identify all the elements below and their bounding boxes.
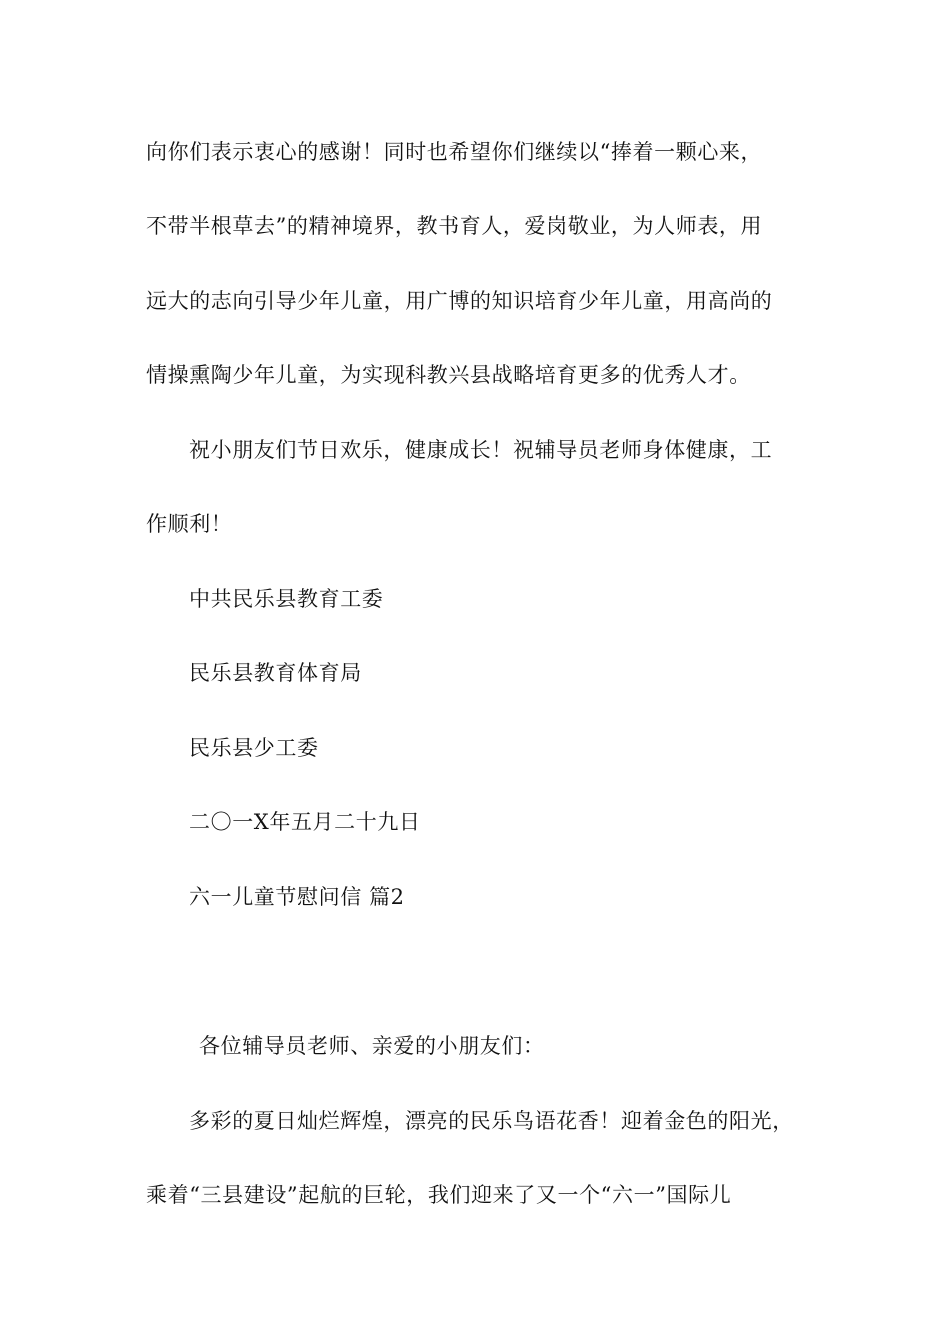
section-heading: 六一儿童节慰问信 篇2 — [189, 885, 405, 909]
signature-org-1: 中共民乐县教育工委 — [189, 587, 384, 611]
signature-date: 二〇一X年五月二十九日 — [189, 810, 421, 834]
signature-org-2: 民乐县教育体育局 — [189, 661, 362, 685]
text-line-8: 乘着“三县建设”起航的巨轮，我们迎来了又一个“六一”国际儿 — [146, 1183, 732, 1207]
text-line-5: 祝小朋友们节日欢乐，健康成长！祝辅导员老师身体健康，工 — [189, 438, 773, 462]
text-line-7: 多彩的夏日灿烂辉煌，漂亮的民乐鸟语花香！迎着金色的阳光， — [189, 1109, 794, 1133]
signature-org-3: 民乐县少工委 — [189, 736, 319, 760]
text-line-1: 向你们表示衷心的感谢！同时也希望你们继续以“捧着一颗心来， — [146, 140, 763, 164]
text-line-6: 作顺利！ — [146, 512, 233, 536]
text-line-3: 远大的志向引导少年儿童，用广博的知识培育少年儿童，用高尚的 — [146, 289, 773, 313]
text-line-2: 不带半根草去”的精神境界，教书育人，爱岗敬业，为人师表，用 — [146, 214, 763, 238]
text-line-4: 情操熏陶少年儿童，为实现科教兴县战略培育更多的优秀人才。 — [146, 363, 751, 387]
salutation: 各位辅导员老师、亲爱的小朋友们： — [199, 1034, 545, 1058]
